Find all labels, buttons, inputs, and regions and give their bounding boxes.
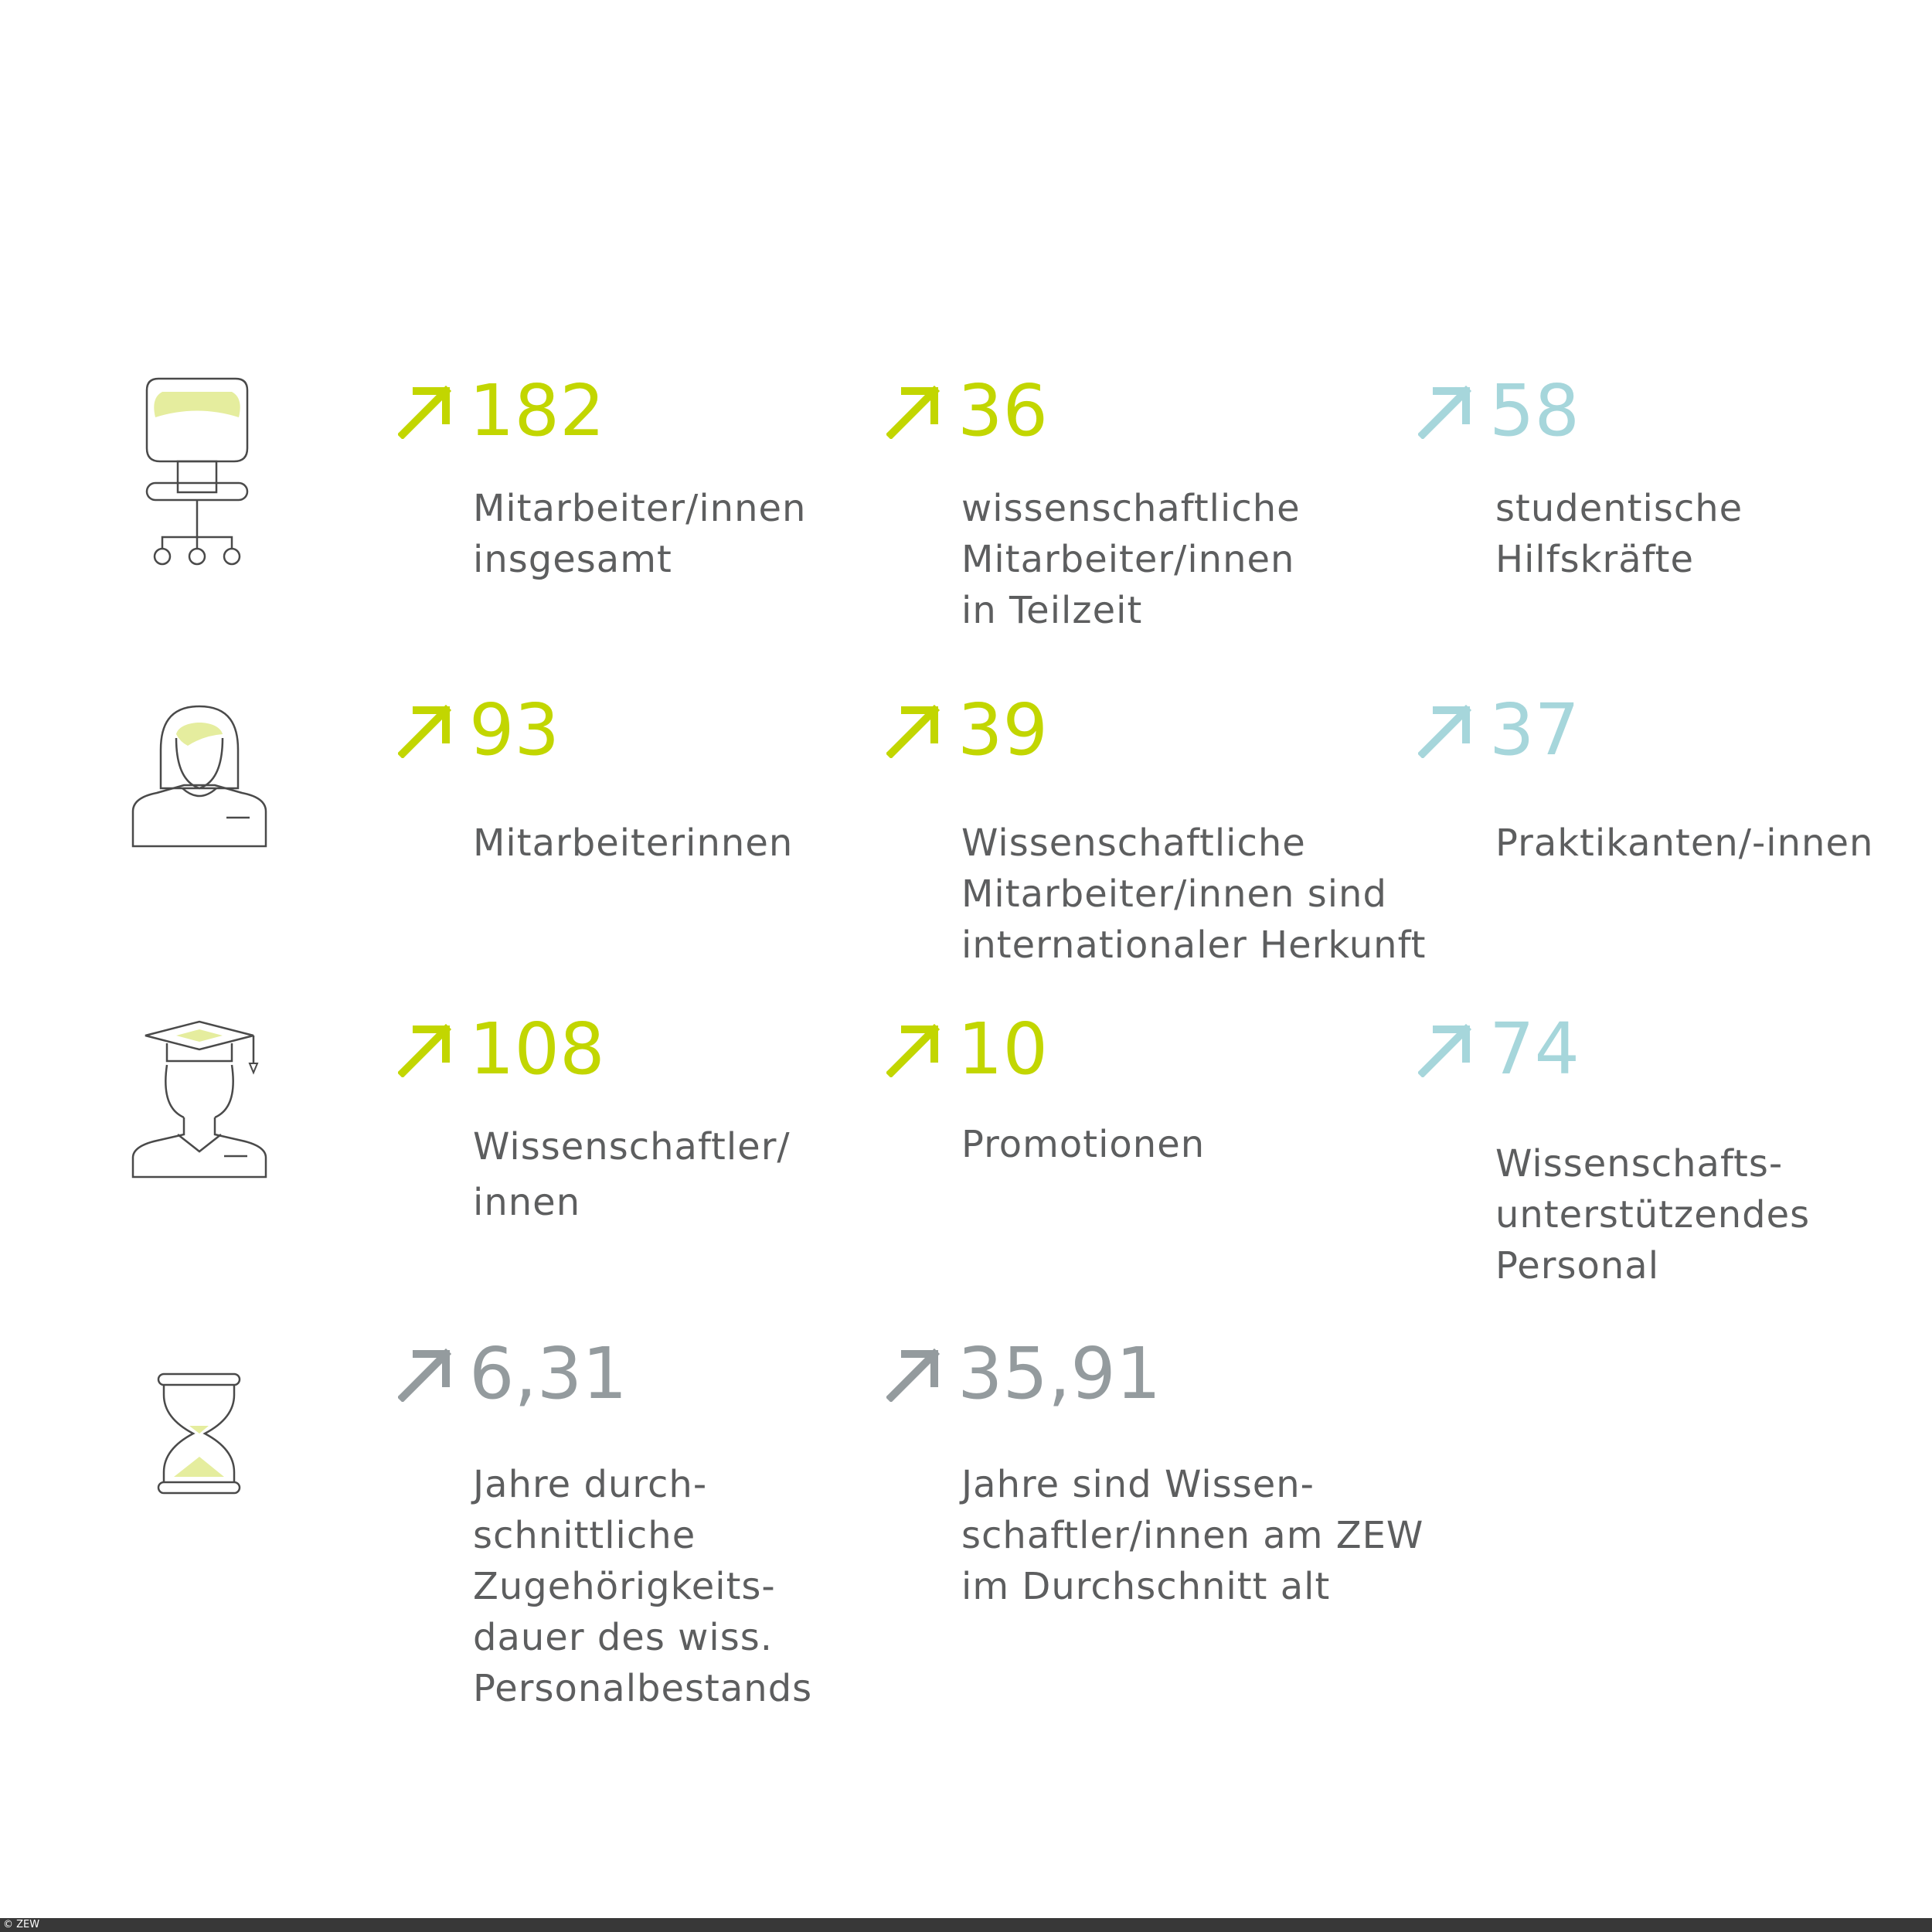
arrow-up-right-icon (886, 1346, 942, 1402)
stat-label-doctorates: Promotionen (961, 1123, 1206, 1166)
stat-value-female-employees (398, 688, 560, 773)
arrow-up-right-icon (886, 702, 942, 758)
stat-number: 93 (469, 689, 560, 771)
stat-label-scientific-part-time: wissenschaftliche Mitarbeiter/innen in Teilzeit (961, 487, 1301, 632)
stat-label-student-assistants: studentische Hilfskräfte (1495, 487, 1743, 581)
arrow-up-right-icon (398, 702, 454, 758)
stat-value-employees-total (398, 369, 605, 454)
stat-number: 6,31 (469, 1332, 628, 1415)
stat-number: 37 (1489, 689, 1580, 771)
arrow-up-right-icon (1418, 1022, 1474, 1077)
stat-label-employees-total: Mitarbeiter/innen insgesamt (473, 487, 807, 581)
copyright-text: © ZEW (3, 1919, 40, 1930)
arrow-up-right-icon (1418, 702, 1474, 758)
stat-number: 10 (957, 1008, 1049, 1090)
woman-icon (130, 703, 269, 850)
stat-number: 74 (1489, 1008, 1580, 1090)
arrow-up-right-icon (886, 383, 942, 439)
arrow-up-right-icon (1418, 383, 1474, 439)
stat-number: 182 (469, 369, 605, 452)
stat-label-female-employees: Mitarbeiterinnen (473, 821, 794, 865)
stat-label-scientists: Wissenschaftler/ innen (473, 1125, 791, 1224)
stat-value-international-scientists (886, 688, 1048, 773)
stat-value-scientists (398, 1007, 605, 1092)
stat-value-support-staff (1418, 1007, 1580, 1092)
stat-value-interns (1418, 688, 1580, 773)
stat-label-average-age: Jahre sind Wissen- schaftler/innen am ZEW im Durchschnitt alt (961, 1463, 1424, 1608)
stat-label-international-scientists: Wissenschaftliche Mitarbeiter/innen sind internationaler Herkunft (961, 821, 1427, 967)
stat-value-average-age (886, 1332, 1161, 1417)
stat-value-student-assistants (1418, 369, 1580, 454)
arrow-up-right-icon (398, 383, 454, 439)
stat-number: 39 (957, 689, 1049, 771)
stat-label-interns: Praktikanten/-innen (1495, 821, 1874, 865)
stat-value-doctorates (886, 1007, 1048, 1092)
stat-number: 35,91 (957, 1332, 1162, 1415)
stat-number: 36 (957, 369, 1049, 452)
stat-value-average-tenure (398, 1332, 628, 1417)
arrow-up-right-icon (398, 1346, 454, 1402)
graduate-icon (130, 1019, 269, 1181)
stat-label-support-staff: Wissenschafts- unterstützendes Personal (1495, 1142, 1811, 1287)
stat-number: 58 (1489, 369, 1580, 452)
arrow-up-right-icon (886, 1022, 942, 1077)
footer-bar (0, 1918, 1932, 1932)
stat-label-average-tenure: Jahre durch- schnittliche Zugehörigkeits- dauer des wiss. Personalbestands (473, 1463, 813, 1710)
stat-number: 108 (469, 1008, 605, 1090)
hourglass-icon (155, 1372, 243, 1495)
arrow-up-right-icon (398, 1022, 454, 1077)
stat-value-scientific-part-time (886, 369, 1048, 454)
office-chair-icon (135, 375, 259, 568)
